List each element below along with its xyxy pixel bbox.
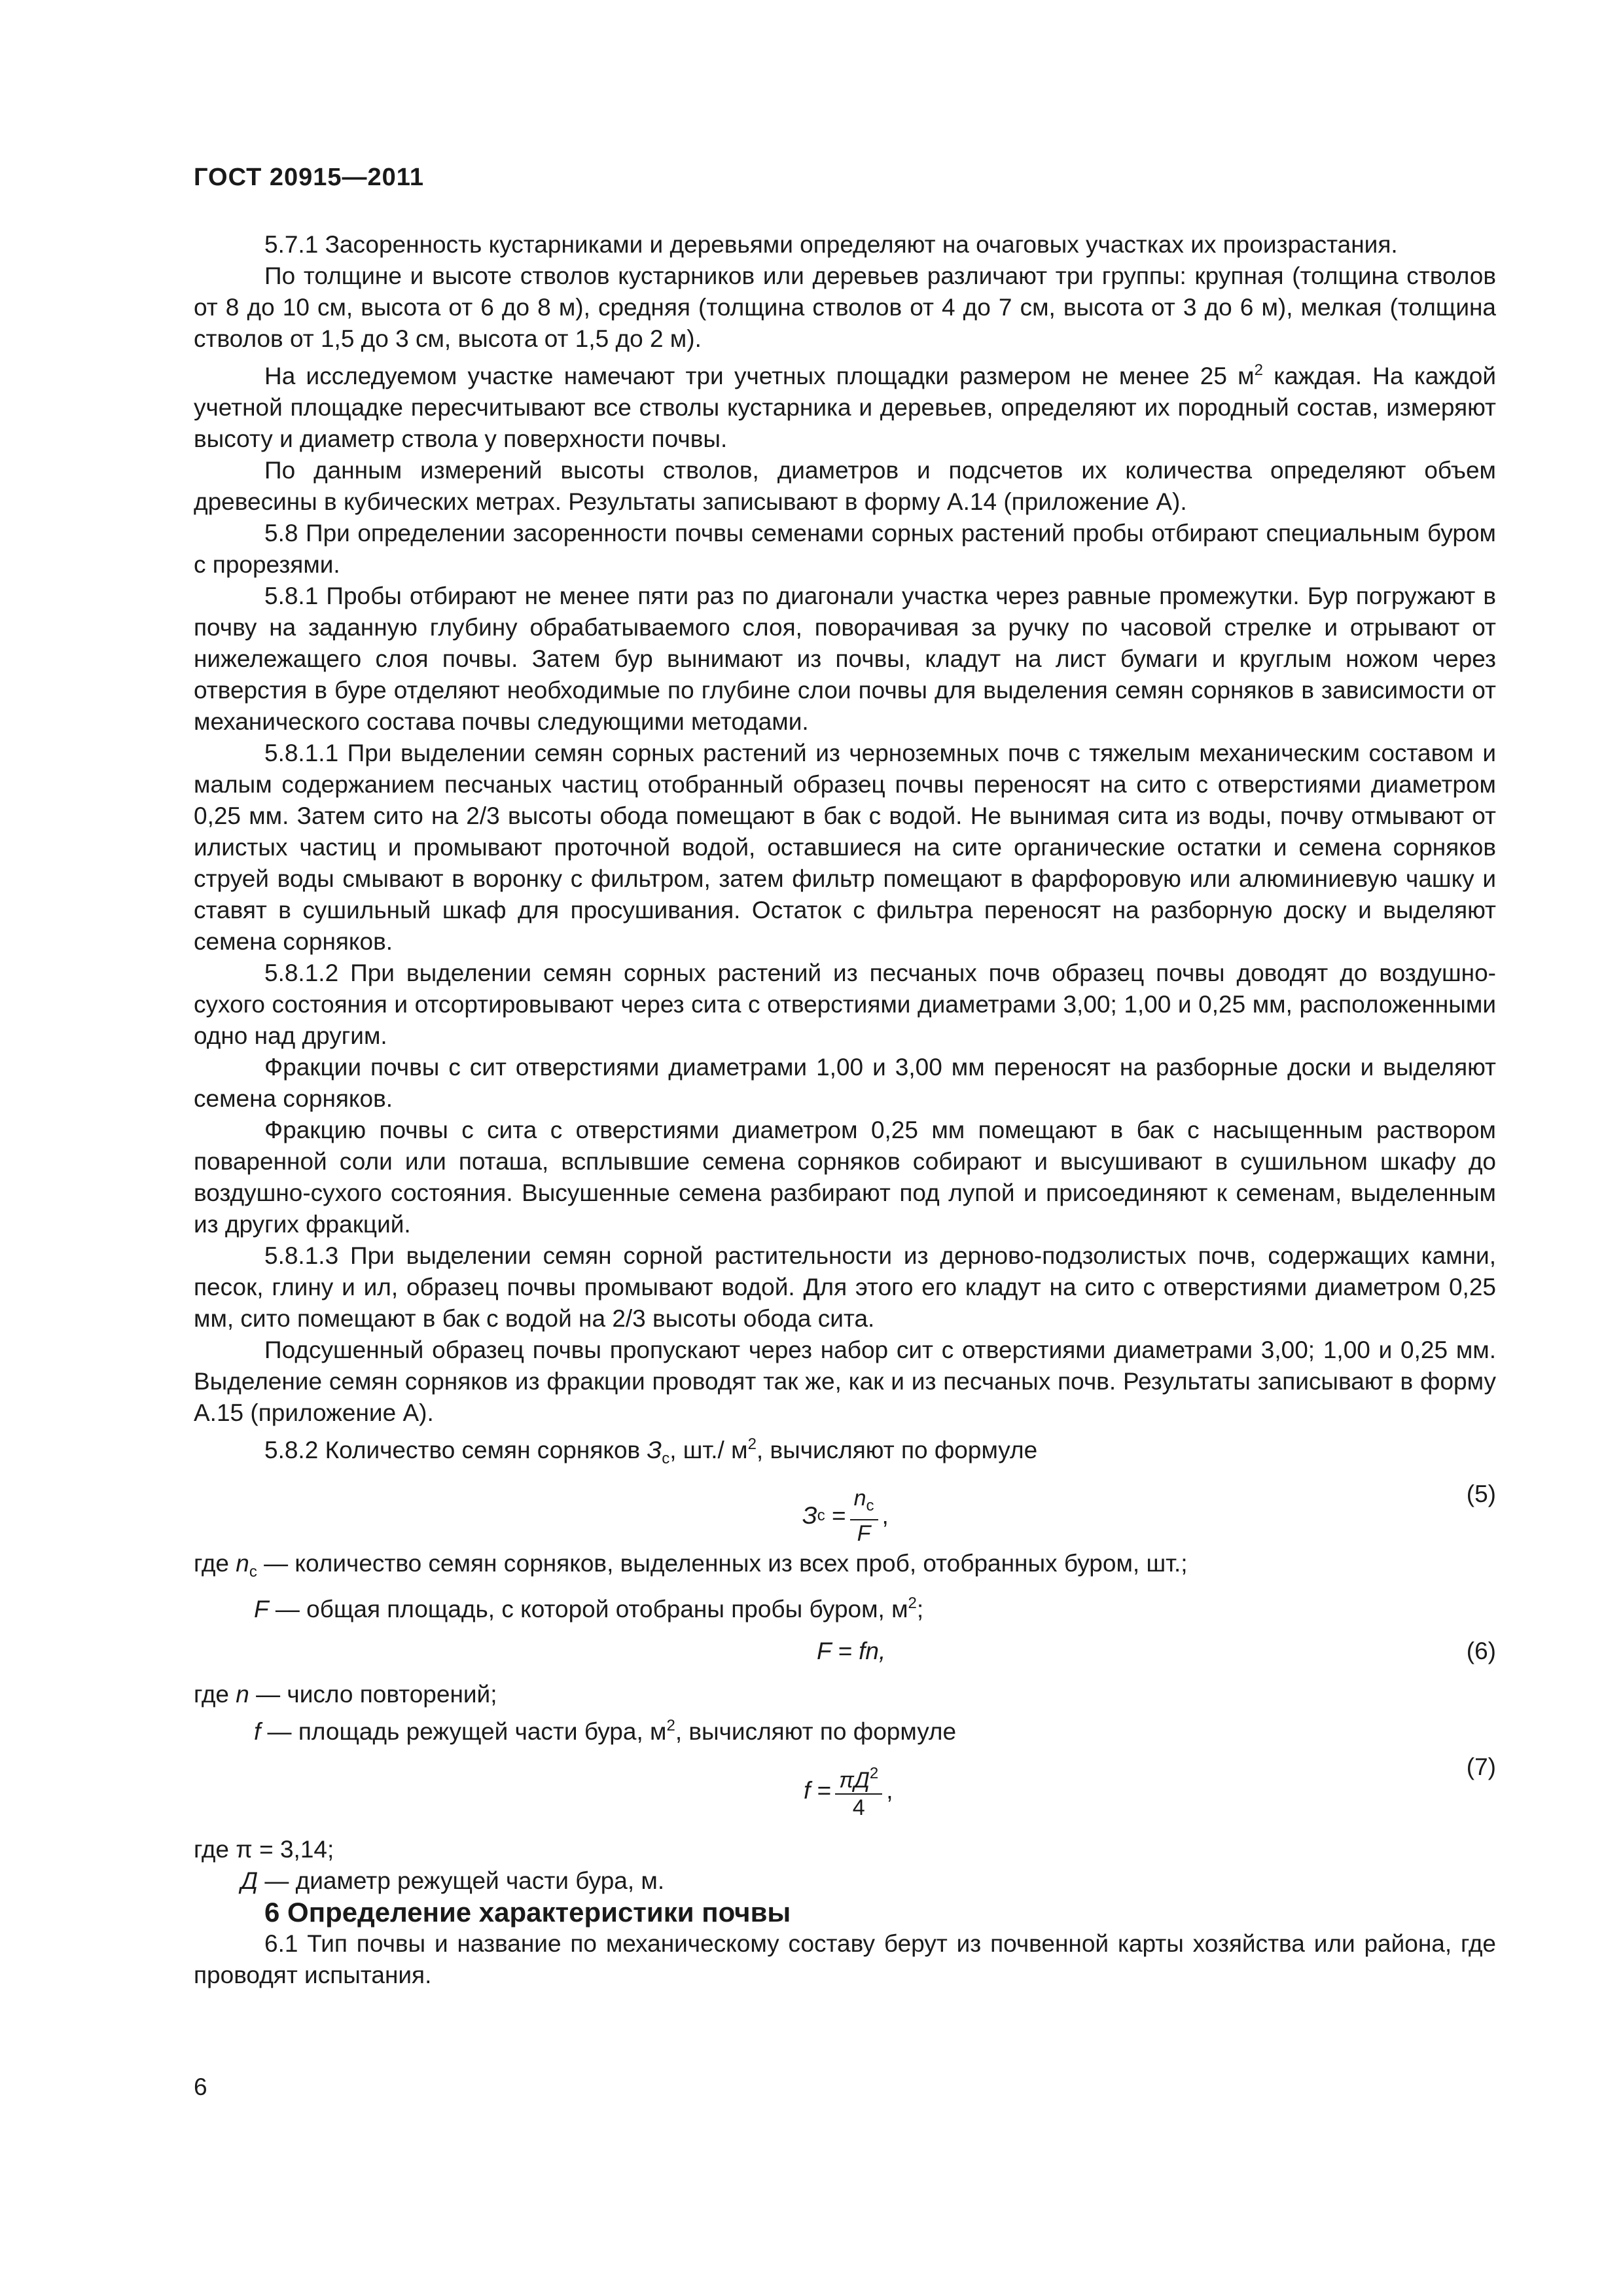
paragraph: Фракции почвы с сит отверстиями диаметрами 1,00 и 3,00 мм переносят на разборные доски и выделяют семена сорняков. xyxy=(194,1054,1496,1112)
paragraph: 5.8.1.3 При выделении семян сорной растительности из дерново-подзолистых почв, содержащих камни, песок, глину и ил, образец почвы промывают водой. Для этого его кладут на сито с отверстиями диаметром 0,25 мм, сито помещают в бак с водой на 2/3 высоты обода сита. xyxy=(194,1242,1496,1332)
page-number: 6 xyxy=(194,2073,207,2100)
formula-number: (7) xyxy=(1466,1753,1496,1780)
paragraph: 5.8.1 Пробы отбирают не менее пяти раз по диагонали участка через равные промежутки. Бур погружают в почву на заданную глубину обрабатываемого слоя, поворачивая за ручку по часовой стрелке и отрывают от нижележащего слоя почвы. Затем бур вынимают из почвы, кладут на лист бумаги и круглым ножом через отверстия в буре отделяют необходимые по глубине слои почвы для выделения семян сорняков в зависимости от механического состава почвы следующими методами. xyxy=(194,583,1496,735)
paragraph: По толщине и высоте стволов кустарников или деревьев различают три группы: крупная (толщина стволов от 8 до 10 см, высота от 6 до 8 м), средняя (толщина стволов от 4 до 7 см, высота от 3 до 6 м), мелкая (толщина стволов от 1,5 до 3 см, высота от 1,5 до 2 м). xyxy=(194,262,1496,352)
where-line: где π = 3,14; xyxy=(194,1836,334,1863)
formula-5: З с = $\frac{n_с}{F}$ , (5) xyxy=(194,1479,1496,1544)
document-body xyxy=(194,229,1496,1991)
paragraph: 5.7.1 Засоренность кустарниками и деревьями определяют на очаговых участках их произрастания. xyxy=(264,231,1398,258)
paragraph: На исследуемом участке намечают три учетных площадки размером не менее 25 $м^2$ каждая. На каждой учетной площадке пересчитывают все стволы кустарника и деревьев, определяют их породный состав, измеряют высоту и диаметр ствола у поверхности почвы. xyxy=(194,361,1496,452)
formula-number: (6) xyxy=(1466,1638,1496,1664)
paragraph: 5.8.2 Количество семян сорняков $З_с$, шт./ $м^2$, вычисляют по формуле xyxy=(264,1435,1038,1467)
paragraph: 6.1 Тип почвы и название по механическому составу берут из почвенной карты хозяйства или района, где проводят испытания. xyxy=(194,1930,1496,1988)
where-line: где $n_с$ — количество семян сорняков, выделенных из всех проб, отобранных буром, шт.; xyxy=(194,1550,1188,1581)
paragraph: Фракцию почвы с сита с отверстиями диаметром 0,25 мм помещают в бак с насыщенным раствором поваренной соли или поташа, всплывшие семена сорняков собирают и высушивают в сушильном шкафу до воздушно-сухого состояния. Высушенные семена разбирают под лупой и присоединяют к семенам, выделенным из других фракций. xyxy=(194,1117,1496,1238)
paragraph: 5.8.1.1 При выделении семян сорных растений из черноземных почв с тяжелым механическим составом и малым содержанием песчаных частиц отобранный образец почвы переносят на сито с отверстиями диаметром 0,25 мм. Затем сито на 2/3 высоты обода помещают в бак с водой. Не вынимая сита из воды, почву отмывают от илистых частиц и промывают проточной водой, оставшиеся на сите органические остатки и семена сорняков струей воды смывают в воронку с фильтром, затем фильтр помещают в фарфоровую или алюминиевую чашку и ставят в сушильный шкаф для просушивания. Остаток с фильтра переносят на разборную доску и выделяют семена сорняков. xyxy=(194,740,1496,955)
paragraph: Подсушенный образец почвы пропускают через набор сит с отверстиями диаметрами 3,00; 1,00 и 0,25 мм. Выделение семян сорняков из фракции проводят так же, как и из песчаных почв. Результаты записывают в форму А.15 (приложение А). xyxy=(194,1336,1496,1426)
document-code: ГОСТ 20915—2011 xyxy=(194,164,424,191)
formula-7: f = $\frac{\pi Д^2}{4}$ , (7) xyxy=(194,1751,1496,1830)
formula-6: F = fn, (6) xyxy=(194,1629,1496,1675)
where-line: f — площадь режущей части бура, $м^2$, вычисляют по формуле xyxy=(254,1717,957,1745)
where-line: Д — диаметр режущей части бура, м. xyxy=(241,1867,665,1894)
where-line: F — общая площадь, с которой отобраны пробы буром, $м^2$; xyxy=(254,1594,924,1623)
paragraph: 5.8.1.2 При выделении семян сорных растений из песчаных почв образец почвы доводят до воздушно-сухого состояния и отсортировывают через сита с отверстиями диаметрами 3,00; 1,00 и 0,25 мм, расположенными одно над другим. xyxy=(194,960,1496,1049)
formula-number: (5) xyxy=(1466,1480,1496,1507)
where-line: где n — число повторений; xyxy=(194,1681,497,1708)
section-heading: 6 Определение характеристики почвы xyxy=(264,1897,791,1928)
paragraph: По данным измерений высоты стволов, диаметров и подсчетов их количества определяют объем древесины в кубических метрах. Результаты записывают в форму А.14 (приложение А). xyxy=(194,457,1496,515)
paragraph: 5.8 При определении засоренности почвы семенами сорных растений пробы отбирают специальным буром с прорезями. xyxy=(194,520,1496,578)
